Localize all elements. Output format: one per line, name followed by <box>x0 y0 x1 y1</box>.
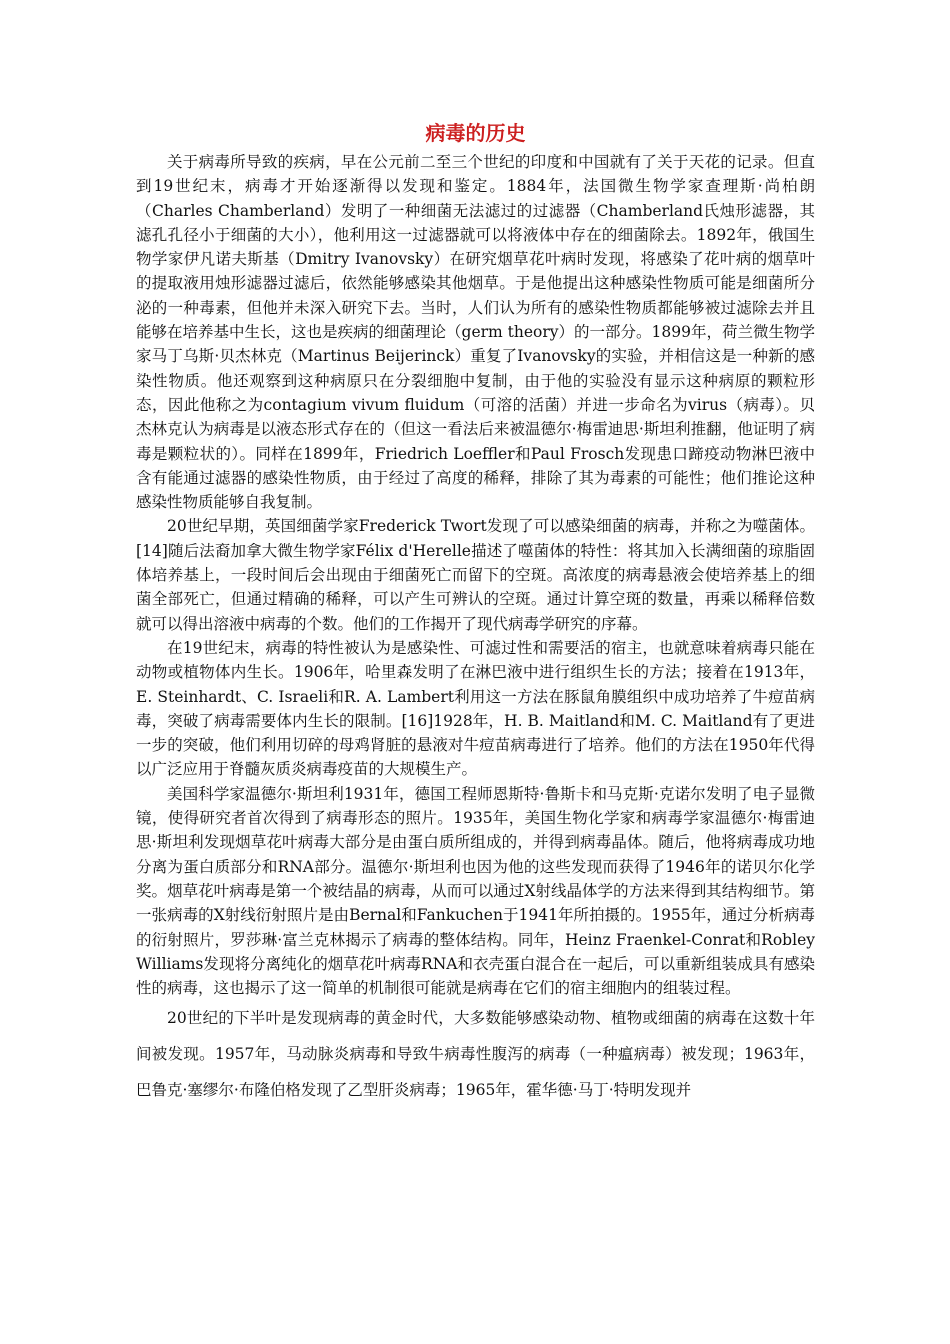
paragraph-electron-microscope: 美国科学家温德尔·斯坦利1931年，德国工程师恩斯特·鲁斯卡和马克斯·克诺尔发明了电子显微镜，使得研究者首次得到了病毒形态的照片。1935年，美国生物化学家和病毒学家温德尔·梅雷迪思·斯坦利发现烟草花叶病毒大部分是由蛋白质所组成的，并得到病毒晶体。随后，他将病毒成功地分离为蛋白质部分和RNA部分。温德尔·斯坦利也因为他的这些发现而获得了1946年的诺贝尔化学奖。烟草花叶病毒是第一个被结晶的病毒，从而可以通过X射线晶体学的方法来得到其结构细节。第一张病毒的X射线衍射照片是由Bernal和Fankuchen于1941年所拍摄的。1955年，通过分析病毒的衍射照片，罗莎琳·富兰克林揭示了病毒的整体结构。同年，Heinz Fraenkel-Conrat和Robley Williams发现将分离纯化的烟草花叶病毒RNA和衣壳蛋白混合在一起后，可以重新组装成具有感染性的病毒，这也揭示了这一简单的机制很可能就是病毒在它们的宿主细胞内的组装过程。 <box>136 784 815 998</box>
paragraph-golden-age: 20世纪的下半叶是发现病毒的黄金时代，大多数能够感染动物、植物或细菌的病毒在这数十年间被发现。1957年，马动脉炎病毒和导致牛病毒性腹泻的病毒（一种瘟病毒）被发现；1963年，巴鲁克·塞缪尔·布隆伯格发现了乙型肝炎病毒；1965年，霍华德·马丁·特明发现并 <box>136 1009 815 1100</box>
paragraph-early-discovery: 关于病毒所导致的疾病，早在公元前二至三个世纪的印度和中国就有了关于天花的记录。但直到19世纪末，病毒才开始逐渐得以发现和鉴定。1884年，法国微生物学家查理斯·尚柏朗（Charles Chamberland）发明了一种细菌无法滤过的过滤器（Chamberland氏烛形滤器，其滤孔孔径小于细菌的大小），他利用这一过滤器就可以将液体中存在的细菌除去。1892年，俄国生物学家伊凡诺夫斯基（Dmitry Ivanovsky）在研究烟草花叶病时发现，将感染了花叶病的烟草叶的提取液用烛形滤器过滤后，依然能够感染其他烟草。于是他提出这种感染性物质可能是细菌所分泌的一种毒素，但他并未深入研究下去。当时，人们认为所有的感染性物质都能够被过滤除去并且能够在培养基中生长，这也是疾病的细菌理论（germ theory）的一部分。1899年，荷兰微生物学家马丁乌斯·贝杰林克（Martinus Beijerinck）重复了Ivanovsky的实验，并相信这是一种新的感染性物质。他还观察到这种病原只在分裂细胞中复制，由于他的实验没有显示这种病原的颗粒形态，因此他称之为contagium vivum fluidum（可溶的活菌）并进一步命名为virus（病毒）。贝杰林克认为病毒是以液态形式存在的（但这一看法后来被温德尔·梅雷迪思·斯坦利推翻，他证明了病毒是颗粒状的）。同样在1899年，Friedrich Loeffler和Paul Frosch发现患口蹄疫动物淋巴液中含有能通过滤器的感染性物质，由于经过了高度的稀释，排除了其为毒素的可能性；他们推论这种感染性物质能够自我复制。 <box>136 153 815 512</box>
document-title: 病毒的历史 <box>425 121 526 145</box>
paragraph-cell-culture: 在19世纪末，病毒的特性被认为是感染性、可滤过性和需要活的宿主，也就意味着病毒只能在动物或植物体内生长。1906年，哈里森发明了在淋巴液中进行组织生长的方法；接着在1913年，E. Steinhardt、C. Israeli和R. A. Lambert利用这一方法在豚鼠角膜组织中成功培养了牛痘苗病毒，突破了病毒需要体内生长的限制。[16]1928年，H. B. Maitland和M. C. Maitland有了更进一步的突破，他们利用切碎的母鸡肾脏的悬液对牛痘苗病毒进行了培养。他们的方法在1950年代得以广泛应用于脊髓灰质炎病毒疫苗的大规模生产。 <box>136 638 815 779</box>
paragraph-bacteriophage: 20世纪早期，英国细菌学家Frederick Twort发现了可以感染细菌的病毒，并称之为噬菌体。[14]随后法裔加拿大微生物学家Félix d'Herelle描述了噬菌体的特性：将其加入长满细菌的琼脂固体培养基上，一段时间后会出现由于细菌死亡而留下的空斑。高浓度的病毒悬液会使培养基上的细菌全部死亡，但通过精确的稀释，可以产生可辨认的空斑。通过计算空斑的数量，再乘以稀释倍数就可以得出溶液中病毒的个数。他们的工作揭开了现代病毒学研究的序幕。 <box>136 517 815 633</box>
document-page <box>136 118 815 1108</box>
